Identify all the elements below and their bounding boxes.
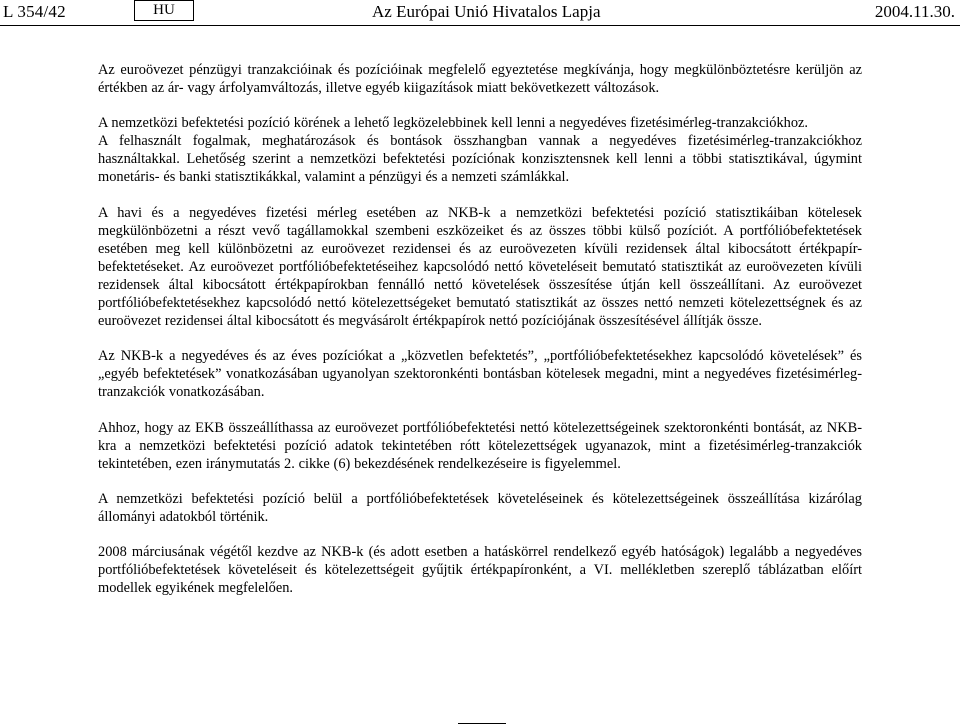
paragraph-ecb-compilation: Ahhoz, hogy az EKB összeállíthassa az euroövezet portfólióbefektetési nettó kötelezettségeinek szektoronkénti bontását, az NKB-kra a nemzetközi befektetési pozíció adatok tekintetében rótt kötelezettségek ugyanazok, mint a fizetésimérleg-tranzakciók tekintetében, ezen iránymutatás 2. cikke (6) bekezdésének rendelkezéseire is figyelemmel. <box>98 419 862 472</box>
paragraph-concepts-consistency: A felhasznált fogalmak, meghatározások és bontások összhangban vannak a negyedéves fizetésimérleg-tranzakciókhoz használtakkal. Lehetőség szerint a nemzetközi befektetési pozíciónak konzisztensnek kell lenni a többi statisztikával, úgymint monetáris- és banki statisztikákkal, valamint a pénzügyi és a nemzeti számlákkal. <box>98 133 862 186</box>
language-code-box: HU <box>134 0 194 21</box>
paragraph-iip-coverage: A nemzetközi befektetési pozíció körének a lehető legközelebbinek kell lenni a negyedéves fizetésimérleg-tranzakciókhoz. <box>98 115 809 132</box>
page-reference: L 354/42 <box>3 2 66 21</box>
publication-date: 2004.11.30. <box>874 2 955 21</box>
paragraph-sectoral-breakdown: Az NKB-k a negyedéves és az éves pozíciókat a „közvetlen befektetés”, „portfólióbefektetésekhez kapcsolódó követelések” és „egyéb befektetések” vonatkozásában ugyanolyan szektoronkénti bontásban kötelesek megadni, mint a negyedéves fizetésimérleg-tranzakciók vonatkozásában. <box>98 348 862 401</box>
paragraph-ncb-monthly-quarterly: A havi és a negyedéves fizetési mérleg esetében az NKB-k a nemzetközi befektetési pozíció statisztikáiban kötelesek megkülönbözetni a részt vevő tagállamokkal szembeni eszközeiket és az összes többi külső pozíciót. A portfólióbefektetések esetében meg kell különbözetni az euroövezet rezidensei és az euroövezeten kívüli rezidensek által kibocsátott értékpapír-befektetéseket. Az euroövezet portfólióbefektetéseihez kapcsolódó nettó követeléseit bemutató statisztikát az euroövezeten kívüli rezidensek által kibocsátott értékpapírokban fennálló nettó követelések összesítése útján kell összeállítani. Az euroövezet portfólióbefektetésekhez kapcsolódó nettó kötelezettségeket bemutató statisztikát az összes nettó nemzeti kötelezettségnek és az euroövezet rezidensei által kibocsátott és megvásárolt értékpapírok nettó pozíciójának összesítésével állítják össze. <box>98 204 862 330</box>
page-header <box>0 0 960 25</box>
header-divider <box>0 25 960 26</box>
journal-title: Az Európai Unió Hivatalos Lapja <box>372 2 601 21</box>
paragraph-stock-data: A nemzetközi befektetési pozíció belül a portfólióbefektetések követeléseinek és kötelezettségeinek összeállítása kizárólag állományi adatokból történik. <box>98 490 862 525</box>
paragraph-security-by-security: 2008 márciusának végétől kezdve az NKB-k (és adott esetben a hatáskörrel rendelkező egyéb hatóságok) legalább a negyedéves portfólióbefektetések követeléseit és kötelezettségeit gyűjtik értékpapíronként, a VI. mellékletben szereplő táblázatban előírt modellek egyikének megfelelően. <box>98 543 862 597</box>
footnote-separator <box>458 723 506 724</box>
document-body <box>98 61 862 614</box>
paragraph-price-exchange-rate-changes: Az euroövezet pénzügyi tranzakcióinak és pozícióinak megfelelő egyeztetése megkívánja, hogy megkülönböztetésre kerüljön az értékben az ár- vagy árfolyamváltozás, illetve egyéb kiigazítások miatt bekövetkezett változások. <box>98 62 862 97</box>
